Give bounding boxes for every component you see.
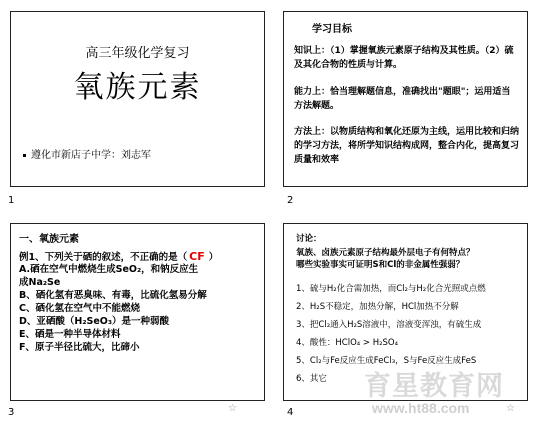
- fact-6: 6、其它: [296, 374, 327, 384]
- discussion-heading: 讨论：: [296, 234, 322, 244]
- star-icon: ☆: [506, 403, 515, 414]
- slide-2[interactable]: [283, 11, 528, 187]
- slide-3[interactable]: [10, 223, 265, 401]
- fact-1: 1、硫与H₂化合需加热，而Cl₂与H₂化合光照或点燃: [296, 284, 486, 294]
- bullet-icon: [23, 154, 26, 157]
- option-c: C、硒化氢在空气中不能燃烧: [19, 303, 140, 314]
- question-close: ）: [208, 252, 219, 263]
- fact-4: 4、酸性：HClO₄ > H₂SO₄: [296, 338, 399, 348]
- objective-ability: 能力上：恰当理解题信息，准确找出"题眼"；运用适当方法解题。: [294, 87, 511, 111]
- fact-3: 3、把Cl₂通入H₂S溶液中，溶液变浑浊，有硫生成: [296, 320, 482, 330]
- objective-knowledge: 知识上：（1）掌握氧族元素原子结构及其性质。（2）硫及其化合物的性质与计算。: [294, 46, 514, 70]
- question-text: 例1、下列关于硒的叙述，不正确的是（: [19, 252, 188, 263]
- star-icon: ☆: [228, 403, 237, 414]
- slide-3-heading: 一、氧族元素: [19, 234, 79, 245]
- fact-2: 2、H₂S不稳定，加热分解，HCl加热不分解: [296, 302, 459, 312]
- option-b: B、硒化氢有恶臭味、有毒，比硫化氢易分解: [19, 290, 207, 301]
- slide-1-author: [23, 146, 151, 161]
- discussion-q1: 氧族、卤族元素原子结构最外层电子有何特点？: [296, 248, 475, 258]
- slide-1-subtitle: 高三年级化学复习: [85, 46, 190, 61]
- slide-number-3: 3: [8, 407, 15, 418]
- option-f: F、原子半径比硫大，比碲小: [19, 342, 140, 353]
- slide-2-heading: 学习目标: [312, 24, 352, 35]
- question-stem: [19, 251, 258, 264]
- option-d: D、亚硒酸（H₂SeO₃）是一种弱酸: [19, 316, 170, 327]
- watermark-logo: 育星教育网: [364, 371, 504, 402]
- option-a-cont: 成Na₂Se: [19, 277, 61, 288]
- slide-number-2: 2: [287, 195, 294, 206]
- slide-1[interactable]: [10, 11, 265, 187]
- option-e: E、硒是一种半导体材料: [19, 329, 121, 340]
- slide-number-1: 1: [8, 195, 15, 206]
- fact-5: 5、Cl₂与Fe反应生成FeCl₃，S与Fe反应生成FeS: [296, 356, 477, 366]
- watermark-url: www.ht88.com: [372, 400, 470, 416]
- objective-method: 方法上：以物质结构和氧化还原为主线，运用比较和归纳的学习方法，将所学知识结构成网，整合内化，提高复习质量和效率: [294, 127, 520, 165]
- author-text: 遵化市新店子中学：刘志军: [31, 150, 151, 161]
- slide-number-4: 4: [287, 407, 294, 418]
- slide-1-title: 氧族元素: [73, 70, 202, 105]
- answer-mark: CF: [189, 250, 205, 263]
- discussion-q2: 哪些实验事实可证明S和Cl的非金属性强弱？: [296, 260, 465, 270]
- option-a: A.硒在空气中燃烧生成SeO₂，和钠反应生: [19, 264, 199, 275]
